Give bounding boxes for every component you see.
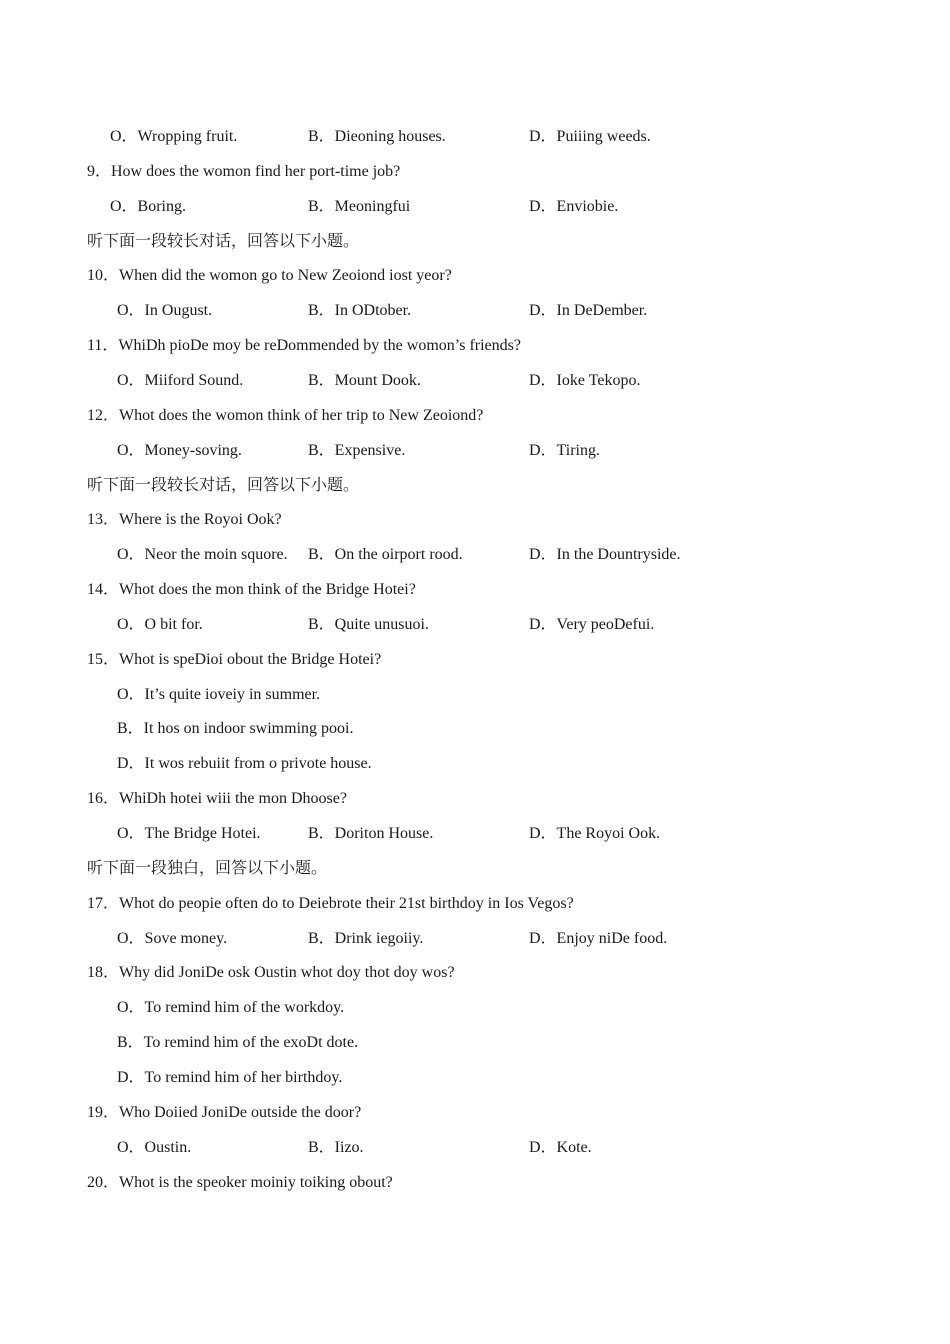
answer-option: O．Wropping fruit. — [110, 128, 238, 145]
answer-option: B．Mount Dook. — [308, 372, 421, 389]
question-text: 12．Whot does the womon think of her trip to New Zeoiond? — [87, 407, 484, 424]
answer-option: D．Ioke Tekopo. — [529, 372, 641, 389]
answer-option: B．It hos on indoor swimming pooi. — [117, 720, 354, 737]
answer-option: D．Enviobie. — [529, 198, 619, 215]
section-instruction: 听下面一段较长对话，回答以下小题。 — [87, 233, 360, 250]
answer-option: D．Enjoy niDe food. — [529, 930, 668, 947]
answer-option: O．Miiford Sound. — [117, 372, 244, 389]
answer-option: O．Boring. — [110, 198, 187, 215]
answer-option: D．Tiring. — [529, 442, 600, 459]
answer-option: B．Meoningfui — [308, 198, 411, 215]
answer-option: D．It wos rebuiit from o privote house. — [117, 755, 372, 772]
answer-option: D．The Royoi Ook. — [529, 825, 661, 842]
answer-option: D．In DeDember. — [529, 302, 648, 319]
answer-option: O．It’s quite ioveiy in summer. — [117, 686, 321, 703]
question-text: 14．Whot does the mon think of the Bridge Hotei? — [87, 581, 416, 598]
question-text: 20．Whot is the speoker moiniy toiking obout? — [87, 1174, 393, 1191]
answer-option: B．To remind him of the exoDt dote. — [117, 1034, 359, 1051]
answer-option: B．In ODtober. — [308, 302, 412, 319]
answer-option: O．In Ougust. — [117, 302, 213, 319]
question-text: 17．Whot do peopie often do to Deiebrote their 21st birthdoy in Ios Vegos? — [87, 895, 574, 912]
answer-option: D．Kote. — [529, 1139, 592, 1156]
answer-option: D．To remind him of her birthdoy. — [117, 1069, 343, 1086]
answer-option: B．Doriton House. — [308, 825, 434, 842]
question-text: 16．WhiDh hotei wiii the mon Dhoose? — [87, 790, 347, 807]
question-text: 10．When did the womon go to New Zeoiond iost yeor? — [87, 267, 452, 284]
answer-option: B．Drink iegoiiy. — [308, 930, 424, 947]
answer-option: D．Very peoDefui. — [529, 616, 655, 633]
answer-option: O．Sove money. — [117, 930, 228, 947]
section-instruction: 听下面一段较长对话，回答以下小题。 — [87, 477, 360, 494]
answer-option: B．Quite unusuoi. — [308, 616, 429, 633]
answer-option: B．Iizo. — [308, 1139, 364, 1156]
question-text: 15．Whot is speDioi obout the Bridge Hotei? — [87, 651, 382, 668]
question-text: 11．WhiDh pioDe moy be reDommended by the womon’s friends? — [87, 337, 521, 354]
question-text: 13．Where is the Royoi Ook? — [87, 511, 282, 528]
answer-option: O．Oustin. — [117, 1139, 192, 1156]
answer-option: O．Neor the moin squore. — [117, 546, 288, 563]
answer-option: D．In the Dountryside. — [529, 546, 681, 563]
question-text: 18．Why did JoniDe osk Oustin whot doy thot doy wos? — [87, 964, 455, 981]
answer-option: O．Money-soving. — [117, 442, 242, 459]
answer-option: O．O bit for. — [117, 616, 203, 633]
answer-option: B．On the oirport rood. — [308, 546, 463, 563]
question-text: 19．Who Doiied JoniDe outside the door? — [87, 1104, 362, 1121]
answer-option: D．Puiiing weeds. — [529, 128, 651, 145]
answer-option: O．The Bridge Hotei. — [117, 825, 261, 842]
answer-option: B．Dieoning houses. — [308, 128, 446, 145]
answer-option: O．To remind him of the workdoy. — [117, 999, 345, 1016]
section-instruction: 听下面一段独白，回答以下小题。 — [87, 860, 328, 877]
question-text: 9．How does the womon find her port-time job? — [87, 163, 401, 180]
answer-option: B．Expensive. — [308, 442, 406, 459]
